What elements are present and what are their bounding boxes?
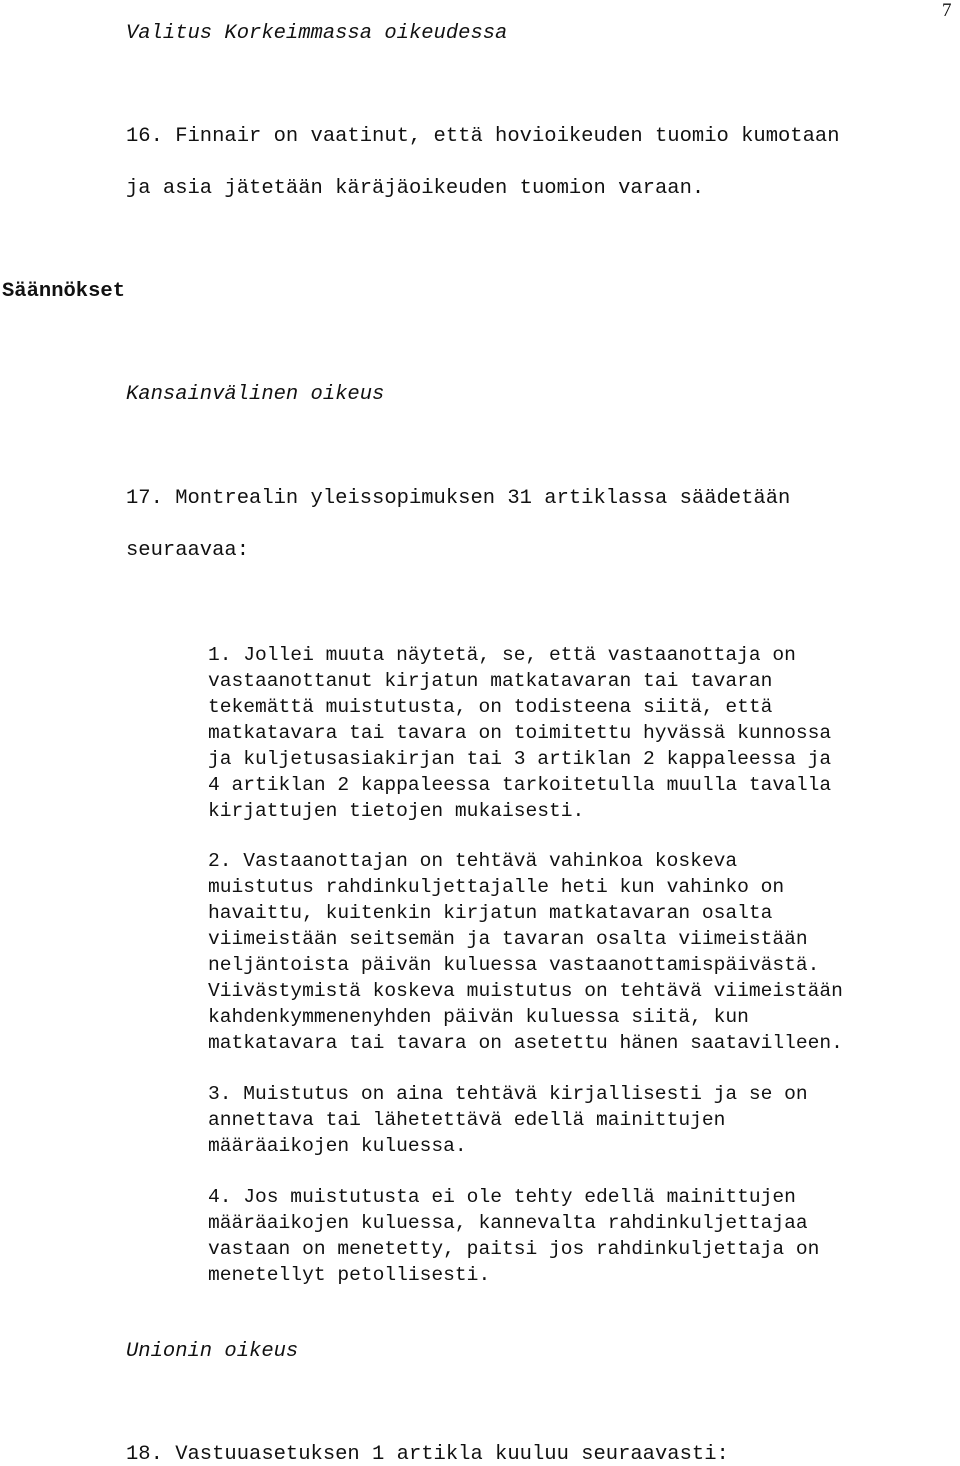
quote-item-3 (208, 1081, 953, 1159)
section-heading: Säännökset (2, 280, 126, 303)
quote-line: määräaikojen kuluessa. (208, 1135, 467, 1157)
running-title: Valitus Korkeimmassa oikeudessa (126, 22, 508, 45)
quote-line: Viivästymistä koskeva muistutus on tehtävä viimeistään (208, 980, 843, 1002)
quote-line: muistutus rahdinkuljettajalle heti kun vahinko on (208, 876, 785, 898)
page-number: 7 (942, 0, 952, 21)
quote-line: annettava tai lähetettävä edellä mainittujen (208, 1109, 726, 1131)
paragraph-16-line: 16. Finnair on vaatinut, että hovioikeuden tuomio kumotaan (126, 125, 840, 148)
quote-line: 2. Vastaanottajan on tehtävä vahinkoa koskeva (208, 850, 738, 872)
quote-line: kirjattujen tietojen mukaisesti. (208, 800, 585, 822)
quote-line: 1. Jollei muuta näytetä, se, että vastaanottaja on (208, 644, 796, 666)
quote-line: tekemättä muistutusta, on todisteena siitä, että (208, 696, 773, 718)
paragraph-17-line: 17. Montrealin yleissopimuksen 31 artiklassa säädetään (126, 487, 791, 510)
quote-line: 4 artiklan 2 kappaleessa tarkoitetulla muulla tavalla (208, 774, 832, 796)
quote-line: matkatavara tai tavara on asetettu hänen saatavilleen. (208, 1032, 843, 1054)
quote-line: ja kuljetusasiakirjan tai 3 artiklan 2 kappaleessa ja (208, 748, 832, 770)
subheading-union-law: Unionin oikeus (126, 1340, 299, 1363)
quote-line: 4. Jos muistutusta ei ole tehty edellä mainittujen (208, 1186, 796, 1208)
quote-line: vastaan on menetetty, paitsi jos rahdinkuljettaja on (208, 1238, 820, 1260)
quote-line: vastaanottanut kirjatun matkatavaran tai tavaran (208, 670, 773, 692)
paragraph-18-line: 18. Vastuuasetuksen 1 artikla kuuluu seuraavasti: (126, 1443, 729, 1466)
quote-item-1 (208, 642, 953, 824)
quote-line: kahdenkymmenenyhden päivän kuluessa siitä, kun (208, 1006, 749, 1028)
paragraph-17-line: seuraavaa: (126, 539, 250, 562)
quote-line: 3. Muistutus on aina tehtävä kirjallisesti ja se on (208, 1083, 808, 1105)
quote-item-4 (208, 1184, 953, 1288)
quote-line: viimeistään seitsemän ja tavaran osalta viimeistään (208, 928, 808, 950)
quote-item-2 (208, 848, 953, 1056)
quote-line: matkatavara tai tavara on toimitettu hyvässä kunnossa (208, 722, 832, 744)
paragraph-16-line: ja asia jätetään käräjäoikeuden tuomion varaan. (126, 177, 705, 200)
subheading-international-law: Kansainvälinen oikeus (126, 383, 385, 406)
quote-line: määräaikojen kuluessa, kannevalta rahdinkuljettajaa (208, 1212, 808, 1234)
quote-line: neljäntoista päivän kuluessa vastaanottamispäivästä. (208, 954, 820, 976)
quote-line: havaittu, kuitenkin kirjatun matkatavaran osalta (208, 902, 773, 924)
quote-line: menetellyt petollisesti. (208, 1264, 491, 1286)
